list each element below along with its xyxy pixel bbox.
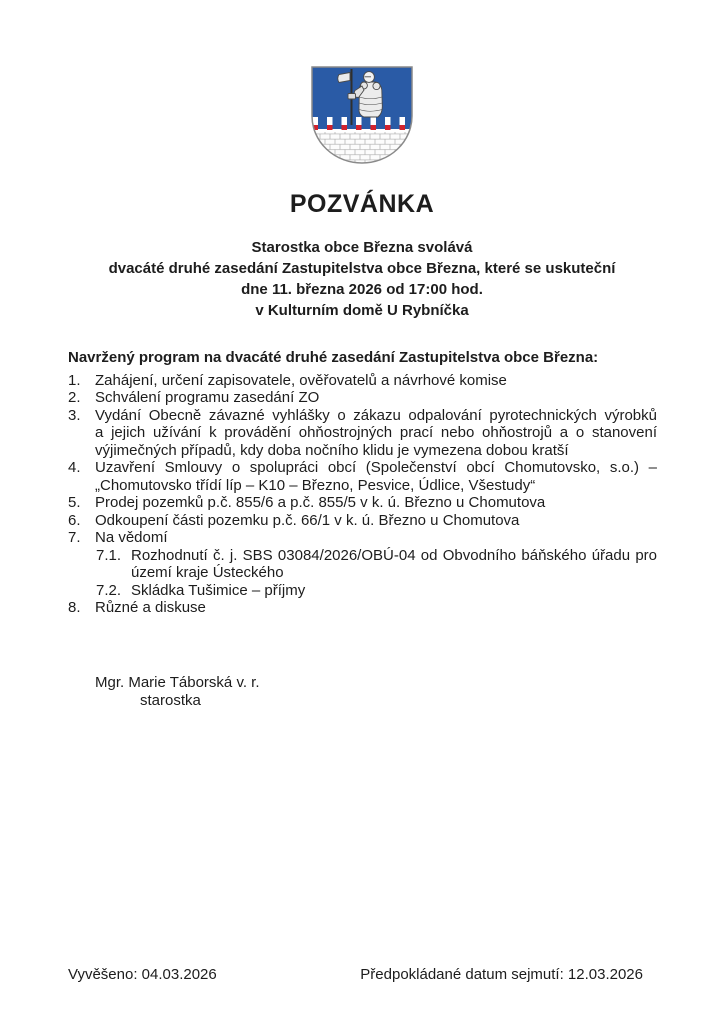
coat-of-arms [310,66,414,164]
subitem-text [131,547,657,582]
item-line: výjimečných případů, kdy doba nočního klidu je vymezena dobou kratší [95,441,569,459]
item-number: 1. [68,371,81,389]
item-number: 4. [68,459,81,476]
program-item [68,529,657,547]
intro-line: Starostka obce Března svolává [251,239,473,256]
posting-dates [68,966,643,983]
intro-line: dne 11. března 2026 od 17:00 hod. [241,281,483,298]
intro-line: v Kulturním domě U Rybníčka [255,302,469,319]
program-item [68,459,657,494]
signer-role: starostka [140,691,201,709]
removal-date: Předpokládané datum sejmutí: 12.03.2026 [360,966,643,983]
program-item [68,389,657,407]
item-text: Různé a diskuse [95,599,206,616]
intro-paragraph [0,237,724,321]
item-text: Na vědomí [95,529,168,546]
program-heading: Navržený program na dvacáté druhé zasedání Zastupitelstva obce Března: [68,349,599,366]
item-text: Prodej pozemků p.č. 855/6 a p.č. 855/5 v k. ú. Březno u Chomutova [95,494,546,511]
item-line: Vydání Obecně závazné vyhlášky o zákazu odpalování pyrotechnických výrobků [95,406,657,424]
program-item [68,512,657,530]
item-text: Odkoupení části pozemku p.č. 66/1 v k. ú. Březno u Chomutova [95,511,520,529]
subitem-text: Skládka Tušimice – příjmy [131,581,306,599]
program-subitem [96,582,657,600]
item-text: Schválení programu zasedání ZO [95,389,320,406]
posted-date: Vyvěšeno: 04.03.2026 [68,966,217,983]
program-subitem [96,547,657,582]
program-item [68,494,657,512]
signer-name: Mgr. Marie Táborská v. r. [95,673,260,691]
item-line: území kraje Ústeckého [131,564,284,581]
signature-block [95,674,724,710]
gauntlet [348,94,356,100]
item-line: Rozhodnutí č. j. SBS 03084/2026/OBÚ-04 od Obvodního báňského úřadu pro [131,546,657,564]
item-text [95,407,657,460]
intro-line: dvacáté druhé zasedání Zastupitelstva obce Března, které se uskuteční [108,260,616,277]
item-number: 2. [68,389,81,406]
item-number: 8. [68,599,81,616]
item-line: „Chomutovsko třídí líp – K10 – Březno, Pesvice, Údlice, Všestudy“ [95,476,536,494]
subitem-number: 7.1. [96,546,122,564]
program-item [68,599,657,617]
item-text: Zahájení, určení zapisovatele, ověřovatelů a návrhové komise [95,371,507,389]
item-text [95,459,657,494]
program-item [68,372,657,390]
item-number: 5. [68,494,81,511]
item-number: 7. [68,529,81,546]
item-line: Uzavření Smlouvy o spolupráci obcí (Společenství obcí Chomutovsko, s.o.) – [95,459,657,476]
program-list [68,372,657,617]
axe-blade-icon [338,73,350,83]
item-number: 6. [68,511,81,529]
item-number: 3. [68,406,81,424]
subitem-number: 7.2. [96,581,122,599]
program-item [68,407,657,460]
page-title: POZVÁNKA [289,190,435,218]
item-line: a jejich užívání k provádění ohňostrojných prací nebo ohňostrojů a o stanovení [95,424,657,441]
